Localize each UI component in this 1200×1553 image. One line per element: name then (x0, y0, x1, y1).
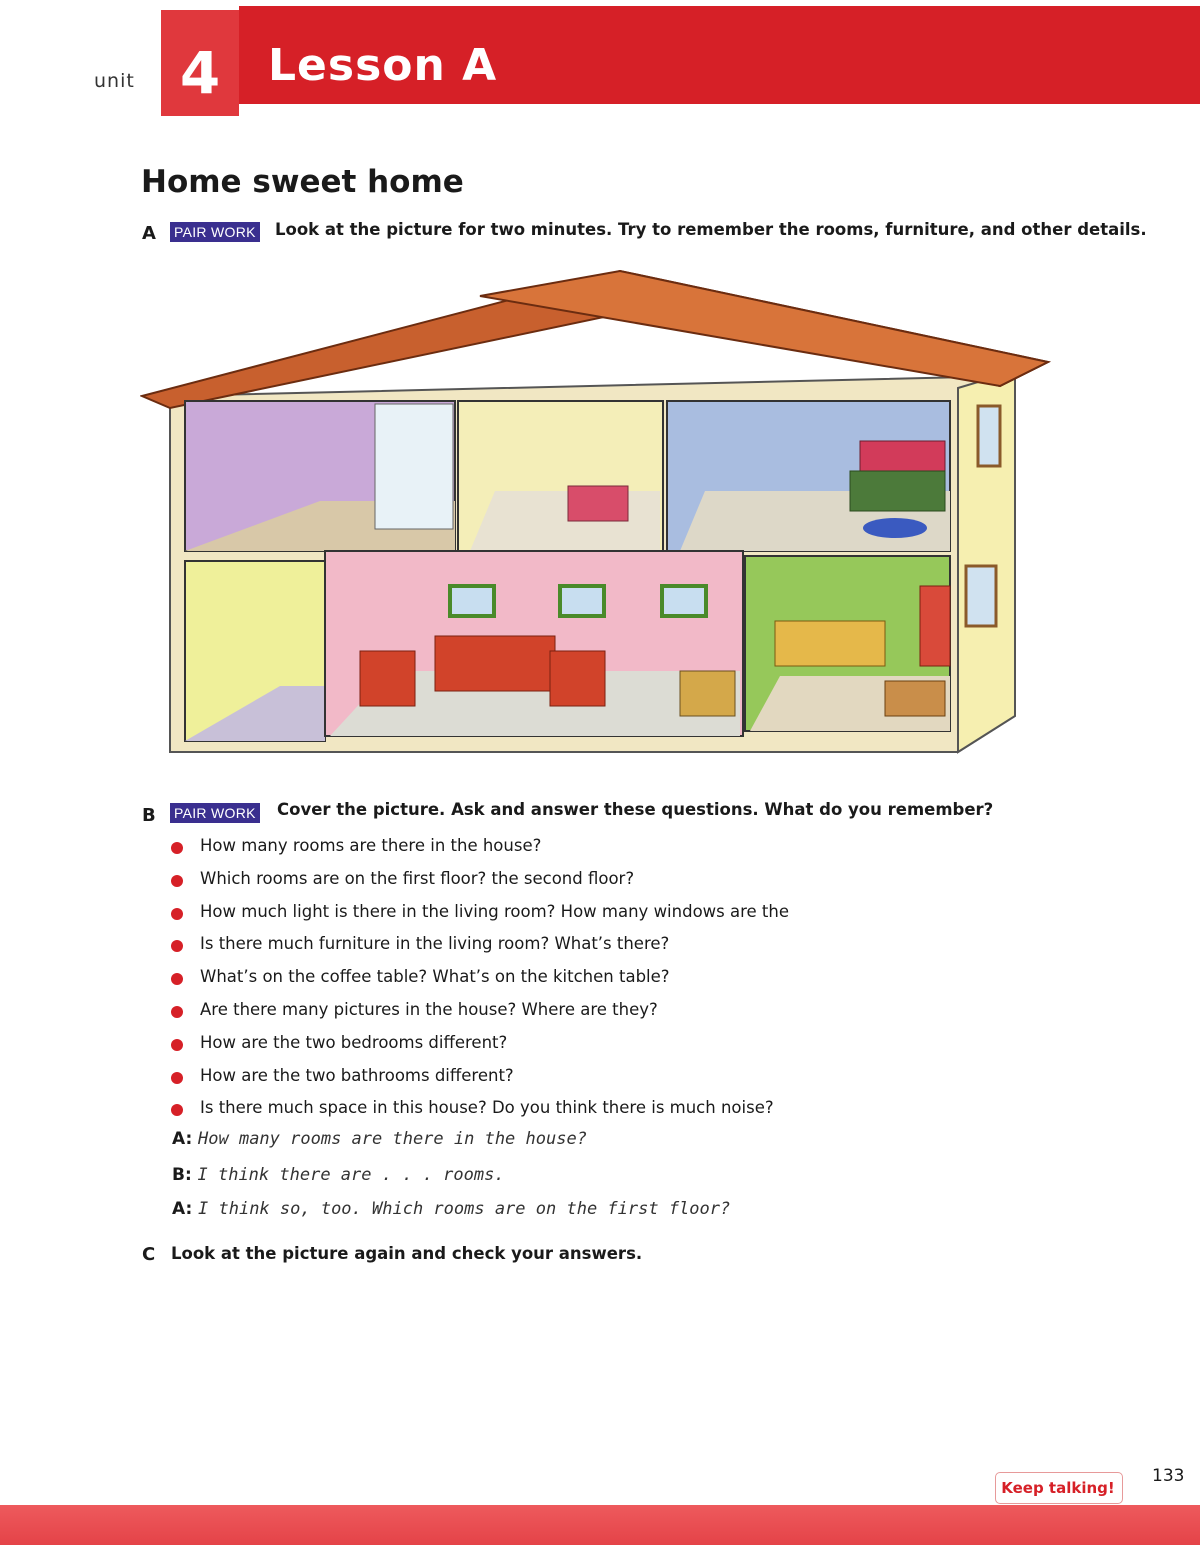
bullet-icon (171, 1104, 183, 1116)
house-illustration (140, 266, 1052, 774)
section-c-letter: C (142, 1244, 156, 1265)
list-item (168, 1031, 789, 1064)
bullet-icon (171, 940, 183, 952)
bullet-icon (171, 908, 183, 920)
dialog-speaker: A: (172, 1199, 193, 1219)
dialog-line (172, 1198, 730, 1219)
section-a-instruction: Look at the picture for two minutes. Try to remember the rooms, furniture, and other details. (275, 220, 1147, 239)
lesson-title: Lesson A (268, 40, 498, 91)
bullet-icon (171, 1006, 183, 1018)
list-item (168, 1064, 789, 1097)
section-b-letter: B (142, 805, 156, 826)
question-text: How are the two bedrooms different? (200, 1032, 508, 1052)
unit-label: unit (94, 70, 135, 92)
bullet-icon (171, 973, 183, 985)
list-item (168, 834, 789, 867)
dialog-line (172, 1164, 505, 1185)
dialog-text: I think so, too. Which rooms are on the first floor? (198, 1199, 731, 1219)
question-text: Is there much space in this house? Do you think there is much noise? (200, 1098, 774, 1118)
question-text: Are there many pictures in the house? Where are they? (200, 999, 658, 1019)
list-item (168, 932, 789, 965)
question-text: How much light is there in the living room? How many windows are the (200, 901, 790, 921)
list-item (168, 867, 789, 900)
list-item (168, 998, 789, 1031)
bullet-icon (171, 1039, 183, 1051)
dialog-speaker: B: (172, 1165, 192, 1185)
dialog-speaker: A: (172, 1129, 193, 1149)
bullet-icon (171, 875, 183, 887)
list-item (168, 1096, 789, 1129)
section-a-letter: A (142, 223, 156, 244)
keep-talking-label: Keep talking! (1001, 1479, 1115, 1497)
unit-number: 4 (179, 39, 221, 107)
section-c-instruction: Look at the picture again and check your answers. (171, 1244, 643, 1263)
question-text: What’s on the coffee table? What’s on the kitchen table? (200, 967, 670, 987)
pair-work-badge-b: PAIR WORK (170, 803, 260, 823)
pair-work-badge-a: PAIR WORK (170, 222, 260, 242)
question-text: Is there much furniture in the living room? What’s there? (200, 934, 670, 954)
question-text: Which rooms are on the first floor? the second floor? (200, 868, 635, 888)
footer-bar (0, 1505, 1200, 1545)
dialog-line (172, 1128, 587, 1149)
list-item (168, 965, 789, 998)
bullet-icon (171, 1072, 183, 1084)
dialog-text: How many rooms are there in the house? (198, 1129, 587, 1149)
page-title: Home sweet home (141, 164, 464, 200)
dialog-text: I think there are . . . rooms. (197, 1165, 505, 1185)
page-number: 133 (1152, 1466, 1185, 1486)
list-item (168, 900, 789, 933)
section-b-instruction: Cover the picture. Ask and answer these questions. What do you remember? (277, 800, 994, 819)
question-list (168, 834, 789, 1129)
question-text: How many rooms are there in the house? (200, 836, 542, 855)
bullet-icon (171, 842, 183, 854)
question-text: How are the two bathrooms different? (200, 1065, 514, 1085)
